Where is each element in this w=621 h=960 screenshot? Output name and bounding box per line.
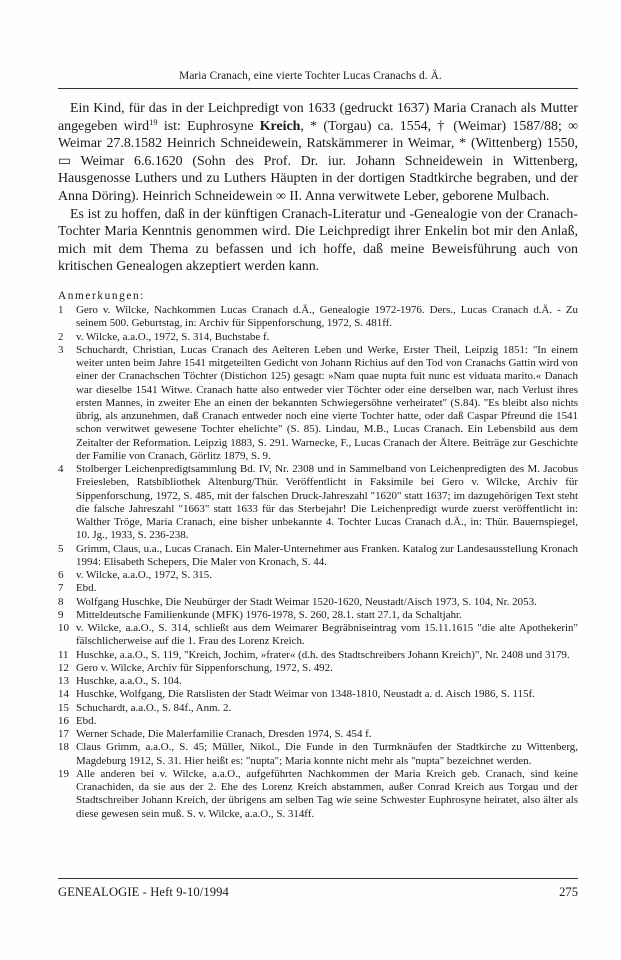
footer-rule	[58, 878, 578, 879]
footnote	[58, 569, 578, 582]
footnote-number: 10	[58, 622, 69, 634]
footnote-text: Gero v. Wilcke, Archiv für Sippenforschung, 1972, S. 492.	[76, 661, 333, 674]
footnote-number: 16	[58, 714, 69, 727]
footnote-number: 2	[58, 330, 64, 343]
footnote	[58, 596, 578, 609]
footnote-number: 1	[58, 304, 64, 316]
footnote	[58, 675, 578, 688]
paragraph-1-part-c: , * (Torgau) ca. 1554, † (Weimar) 1587/88; ∞ Weimar 27.8.1582 Heinrich Schneidewein, Ratskämmerer in Weimar, * (Wittenberg) 1550, ▭ Weimar 6.6.1620 (Sohn des Prof. Dr. iur. Johann Schneidewein in Wittenberg, Hausgenosse Luthers und zu Luthers Häupten in der dortigen Stadtkirche begraben, und der Anna Döring). Heinrich Schneidewein ∞ II. Anna verwitwete Leber, geborene Mulbach.	[58, 118, 578, 204]
header-rule	[58, 88, 578, 89]
footnote	[58, 344, 578, 463]
notes-list	[58, 304, 578, 821]
footnote-number: 19	[58, 767, 69, 780]
footnote-number: 7	[58, 582, 64, 595]
footnote-number: 15	[58, 701, 69, 714]
main-text	[58, 100, 578, 276]
paragraph-1-part-b: ist: Euphrosyne	[157, 118, 260, 134]
footnote-text: Werner Schade, Die Malerfamilie Cranach, Dresden 1974, S. 454 f.	[76, 728, 372, 740]
footnote-text: Huschke, a.a.O., S. 119, "Kreich, Jochim, »frater« (d.h. des Stadtschreibers Johann Kreich)", Nr. 2408 und 3179.	[76, 648, 570, 661]
footnote	[58, 741, 578, 768]
footnote-text: Stolberger Leichenpredigtsammlung Bd. IV, Nr. 2308 und in Sammelband von Leichenpredigten des M. Jacobus Freiesleben, Ratsbibliothek Altenburg/Thür. Veröffentlicht in Faksimile bei Gero v. Wilcke, Archiv für Sippenforschung, 1972, S. 485, mit der falschen Druck-Jahreszahl "1620" statt 1637; im dazugehörigen Text steht die falsche Jahreszahl "1663" statt 1633 für das Sterbejahr! Die Leichenpredigt wurde zuerst veröffentlicht in: Walther Tröge, Maria Cranach, eine bisher unbekannte 4. Tochter Lucas Cranach d.Ä., in: Thür. Bauernspiegel, 10. Jg., 1933, S. 236-238.	[76, 463, 578, 542]
footnote-text: Schuchardt, Christian, Lucas Cranach des Aelteren Leben und Werke, Erster Theil, Leipzig 1851: "In einem weiter unten beim Jahre 1541 mitgeteilten Gedicht von Johann Richius auf den Tod von Cranachs Gattin wird von einer der Cranachschen Töchter (Distichon 125) gesagt: »Nam quae nupta fuit nunc est viduata marito.« Danach war dieselbe 1541 Witwe. Cranach hatte also entweder vier Töchter oder eine derselben war, nach Verlust ihres ersten Mannes, in zweiter Ehe an einen der bekannten Schwiegersöhne verheiratet" (S.84). "Es bleibt also nichts übrig, als anzunehmen, daß Cranach entweder noch eine vierte Tochter hatte, oder daß Caspar Pfreund die 1541 schon verwitwet gewesene Tochter ehelichte" (S. 85). Lindau, M.B., Lucas Cranach. Ein Lebensbild aus dem Zeitalter der Reformation. Leipzig 1883, S. 291. Warnecke, F., Lucas Cranach der Ältere. Beiträge zur Geschichte der Familie von Cranach, Görlitz 1879, S. 9.	[76, 343, 578, 462]
paragraph-1	[58, 100, 578, 206]
footnote-text: v. Wilcke, a.a.O., 1972, S. 315.	[76, 569, 212, 581]
footnote-number: 11	[58, 648, 69, 661]
footnote	[58, 463, 578, 543]
footnote-ref-19: 19	[149, 116, 158, 127]
footnote	[58, 609, 578, 622]
paragraph-2: Es ist zu hoffen, daß in der künftigen Cranach-Literatur und -Genealogie von der Cranach-Tochter Maria Kenntnis genommen wird. Die Leichpredigt ihrer Enkelin bot mir den Anlaß, mich mit dem Thema zu befassen und ich hoffe, daß meine Beweisführung auch von kritischen Genealogen akzeptiert werden kann.	[58, 206, 578, 275]
footnote	[58, 702, 578, 715]
footnote-number: 8	[58, 595, 64, 608]
footnote-text: v. Wilcke, a.a.O., 1972, S. 314, Buchstabe f.	[76, 330, 270, 343]
footnote-text: Claus Grimm, a.a.O., S. 45; Müller, Nikol., Die Funde in den Turmknäufen der Stadtkirche zu Wittenberg, Magdeburg 1912, S. 31. Hier heißt es: "nupta"; Maria konnte nicht mehr als "nupta" bezeichnet werden.	[76, 741, 578, 767]
footnote-number: 6	[58, 569, 64, 581]
footnote-number: 12	[58, 661, 69, 674]
footnote-number: 13	[58, 675, 69, 687]
footnote-number: 4	[58, 463, 64, 475]
footnote-number: 3	[58, 343, 64, 356]
footnote-text: Ebd.	[76, 714, 97, 727]
paragraph-1-part-a: Ein Kind, für das in der Leichpredigt von 1633 (gedruckt 1637) Maria Cranach als Mutter angegeben wird	[58, 101, 578, 134]
footnote-number: 17	[58, 728, 69, 740]
journal-issue: GENEALOGIE - Heft 9-10/1994	[58, 885, 229, 899]
footnote-text: Ebd.	[76, 582, 97, 595]
running-head: Maria Cranach, eine vierte Tochter Lucas Cranachs d. Ä.	[179, 70, 442, 82]
surname-kreich: Kreich	[259, 118, 301, 134]
footnote-text: Wolfgang Huschke, Die Neubürger der Stadt Weimar 1520-1620, Neustadt/Aisch 1973, S. 104, Nr. 2053.	[76, 595, 537, 608]
footnote-number: 5	[58, 542, 64, 555]
footnote-text: Mitteldeutsche Familienkunde (MFK) 1976-1978, S. 260, 28.1. statt 27.1, da Schaltjahr.	[76, 608, 462, 621]
footnote-text: Gero v. Wilcke, Nachkommen Lucas Cranach d.Ä., Genealogie 1972-1976. Ders., Lucas Cranach d.Ä. - Zu seinem 500. Geburtstag, in: Archiv für Sippenforschung, 1972, S. 481ff.	[76, 304, 578, 330]
footnote	[58, 715, 578, 728]
footnote-text: Grimm, Claus, u.a., Lucas Cranach. Ein Maler-Unternehmer aus Franken. Katalog zur Landesausstellung Kronach 1994: Elisabeth Schepers, Die Maler von Kronach, S. 44.	[76, 542, 578, 568]
footnote	[58, 768, 578, 821]
footnote-text: v. Wilcke, a.a.O., S. 314, schließt aus dem Weimarer Begräbniseintrag vom 15.11.1615 "die alte Apothekerin" fälschlicherweise auf die 1. Frau des Lorenz Kreich.	[76, 622, 578, 648]
page-number: 275	[559, 885, 578, 899]
footnote	[58, 728, 578, 741]
footnote	[58, 649, 578, 662]
footnote-text: Huschke, Wolfgang, Die Ratslisten der Stadt Weimar von 1348-1810, Neustadt a. d. Aisch 1986, S. 115f.	[76, 688, 535, 701]
footnote-number: 9	[58, 608, 64, 621]
footnote	[58, 331, 578, 344]
footnote-text: Alle anderen bei v. Wilcke, a.a.O., aufgeführten Nachkommen der Maria Kreich geb. Cranach, sind keine Cranachiden, da sie aus der 2. Ehe des Lorenz Kreich abstammen, außer Conrad Kreich aus Torgau und der Stadtschreiber Johann Kreich, der übrigens am selben Tag wie seine Schwester Euphrosyne heiratet, also älter als diese gewesen sein muß. S. v. Wilcke, a.a.O., S. 314ff.	[76, 767, 578, 820]
footnote-number: 14	[58, 688, 69, 701]
footnote-number: 18	[58, 741, 69, 754]
notes-heading: Anmerkungen:	[58, 290, 145, 302]
footnote	[58, 543, 578, 570]
footnote	[58, 582, 578, 595]
footnote	[58, 304, 578, 331]
footnote-text: Huschke, a.a.O., S. 104.	[76, 675, 182, 687]
footnote	[58, 662, 578, 675]
footnote	[58, 622, 578, 649]
footnote	[58, 688, 578, 701]
footnote-text: Schuchardt, a.a.O., S. 84f., Anm. 2.	[76, 701, 232, 714]
